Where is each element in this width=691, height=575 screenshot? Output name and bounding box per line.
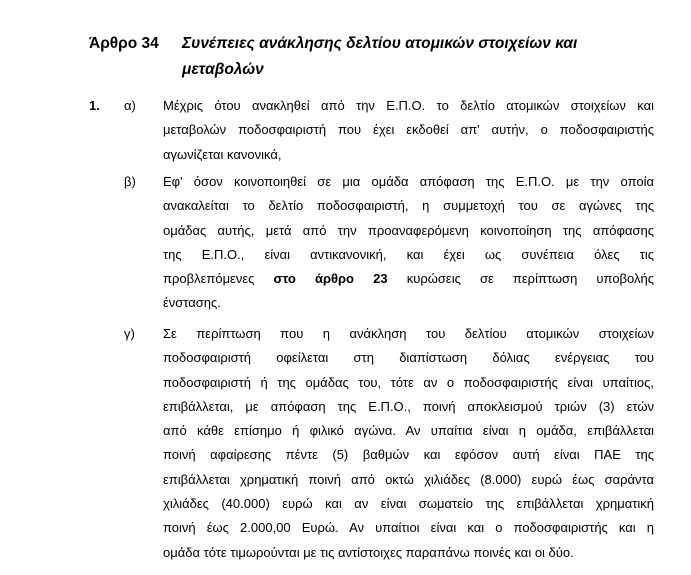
text-segment: κυρώσεις σε περίπτωση υποβολής [387, 271, 654, 287]
paragraph-number: 1. [89, 98, 100, 113]
text-line: ομάδα τότε τιμωρούνται με τις αντίστοιχες παραπάνω ποινές και οι δύο. [163, 544, 574, 560]
text-segment: προβλεπόμενες [163, 271, 274, 287]
item-text-g [163, 322, 654, 565]
text-line: Εφ' όσον κοινοποιηθεί σε μια ομάδα απόφαση της Ε.Π.Ο. με την οποία [163, 174, 654, 189]
article-title: Συνέπειες ανάκλησης δελτίου ατομικών στοιχείων και μεταβολών [182, 35, 578, 78]
text-line: της Ε.Π.Ο., είναι αντικανονική, και έχει ως συνέπεια όλες τις [163, 246, 654, 262]
text-line: ποδοσφαιριστή οφείλεται στη διαπίστωση δόλιας ενέργειας του [163, 350, 654, 366]
item-letter-b: β) [124, 174, 136, 189]
text-line: ποινή αφαίρεσης πέντε (5) βαθμών και εφόσον αυτή είναι ΠΑΕ της [163, 447, 654, 463]
text-line: ένστασης. [163, 295, 221, 311]
text-line: ποδοσφαιριστή ή της ομάδας του, τότε αν ο ποδοσφαιριστής είναι υπαίτιος, [163, 374, 654, 390]
article-reference: στο άρθρο 23 [273, 271, 388, 287]
text-line: ομάδας αυτής, μετά από την προαναφερόμενη κοινοποίηση της απόφασης [163, 222, 654, 238]
item-text-b [163, 170, 654, 316]
article-label: Άρθρο 34 [89, 35, 159, 52]
item-text-a [163, 94, 654, 167]
text-line: μεταβολών ποδοσφαιριστή που έχει εκδοθεί απ' αυτήν, ο ποδοσφαιριστής [163, 122, 654, 138]
text-line: από κάθε επίσημο ή φιλικό αγώνα. Αν υπαίτια είναι η ομάδα, επιβάλλεται [163, 423, 654, 439]
item-letter-a: α) [124, 98, 136, 113]
text-line: αγωνίζεται κανονικά, [163, 146, 282, 162]
text-line: ποινή έως 2.000,00 Ευρώ. Αν υπαίτιοι είναι και ο ποδοσφαιριστής και η [163, 520, 654, 536]
text-line: ανακαλείται το δελτίο ποδοσφαιριστή, η συμμετοχή του σε αγώνες της [163, 198, 654, 214]
text-line-with-reference [163, 267, 654, 291]
text-line: χιλιάδες (40.000) ευρώ και αν είναι σωματείο της επιβάλλεται χρηματική [163, 496, 654, 512]
text-line: επιβάλλεται, με απόφαση της Ε.Π.Ο., ποινή αποκλεισμού τριών (3) ετών [163, 398, 654, 414]
text-line: επιβάλλεται χρηματική ποινή από οκτώ χιλιάδες (8.000) ευρώ έως σαράντα [163, 471, 654, 487]
text-line: Σε περίπτωση που η ανάκληση του δελτίου ατομικών στοιχείων [163, 326, 654, 341]
text-line: Μέχρις ότου ανακληθεί από την Ε.Π.Ο. το δελτίο ατομικών στοιχείων και [163, 98, 654, 113]
item-letter-g: γ) [124, 326, 135, 341]
